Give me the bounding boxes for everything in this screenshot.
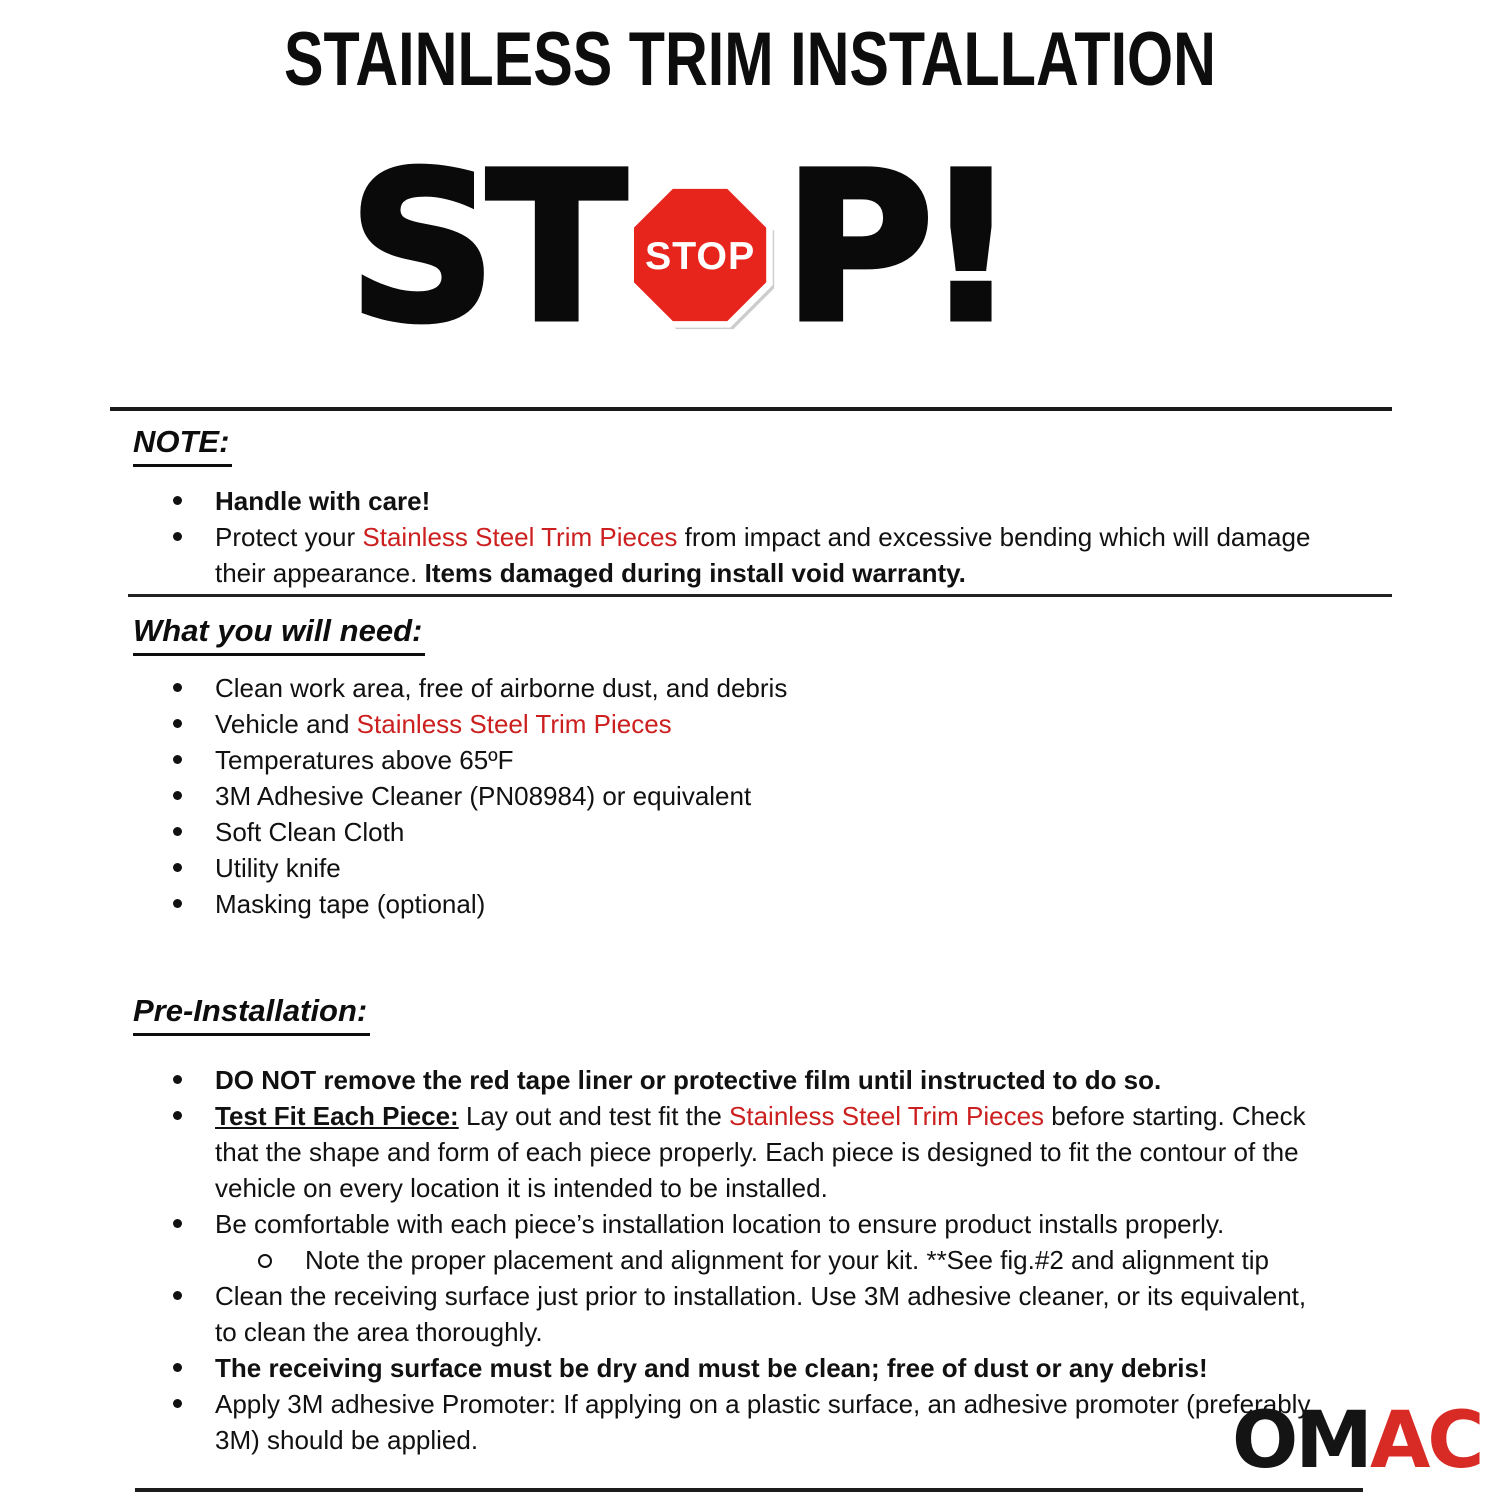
list-item [135,519,1335,591]
list-item [135,1098,1335,1206]
stop-right-text: P! [782,128,1008,368]
text-run-bold: Items damaged during install void warranty. [424,558,966,588]
list-item: Apply 3M adhesive Promoter: If applying on a plastic surface, an adhesive promoter (preferably 3M) should be applied. [135,1386,1335,1458]
omac-logo-red-part: AC [1369,1396,1482,1486]
section-divider-top [110,407,1392,411]
list-item: Be comfortable with each piece’s installation location to ensure product installs properly. [135,1206,1335,1242]
omac-logo-black-part: OM [1232,1396,1370,1486]
page-bottom-divider [135,1488,1363,1492]
text-run: Vehicle and [215,709,357,739]
list-item: Soft Clean Cloth [135,814,1335,850]
stop-sign-label: STOP [644,234,756,279]
list-item [135,706,1335,742]
sub-list-item: Note the proper placement and alignment for your kit. **See fig.#2 and alignment tip [135,1242,1375,1278]
list-item: Handle with care! [135,483,1335,519]
stop-left-text: ST [348,128,617,368]
text-run-red: Stainless Steel Trim Pieces [356,709,672,739]
pre-installation-list [135,1062,1375,1458]
list-item: Utility knife [135,850,1335,886]
list-item: Temperatures above 65ºF [135,742,1335,778]
text-run: before starting. Check that the shape and form of each piece properly. Each piece is designed to fit the contour of the vehicle on every location it is intended to be installed. [215,1101,1306,1203]
note-list [135,483,1375,591]
section-divider-note [128,594,1392,597]
list-item: 3M Adhesive Cleaner (PN08984) or equivalent [135,778,1335,814]
pre-installation-heading: Pre-Installation: [133,993,370,1036]
what-you-need-list [135,670,1375,922]
text-run-red: Stainless Steel Trim Pieces [362,522,678,552]
list-item: The receiving surface must be dry and must be clean; free of dust or any debris! [135,1350,1335,1386]
what-you-need-heading: What you will need: [133,613,425,656]
stop-sign-icon [625,180,775,330]
text-run-bold-underline: Test Fit Each Piece: [215,1101,459,1131]
list-item: DO NOT remove the red tape liner or protective film until instructed to do so. [135,1062,1335,1098]
omac-logo [1232,1396,1482,1486]
list-item: Clean work area, free of airborne dust, and debris [135,670,1335,706]
text-run-red: Stainless Steel Trim Pieces [729,1101,1045,1131]
page-title: STAINLESS TRIM INSTALLATION [284,17,1216,102]
list-item: Masking tape (optional) [135,886,1335,922]
list-item: Clean the receiving surface just prior to installation. Use 3M adhesive cleaner, or its equivalent, to clean the area thoroughly. [135,1278,1335,1350]
text-run: from impact and excessive bending which will damage their appearance. [215,522,1311,588]
note-heading: NOTE: [133,424,232,467]
text-run: Lay out and test fit the [458,1101,730,1131]
text-run: Protect your [215,522,363,552]
stop-graphic [338,128,1018,368]
